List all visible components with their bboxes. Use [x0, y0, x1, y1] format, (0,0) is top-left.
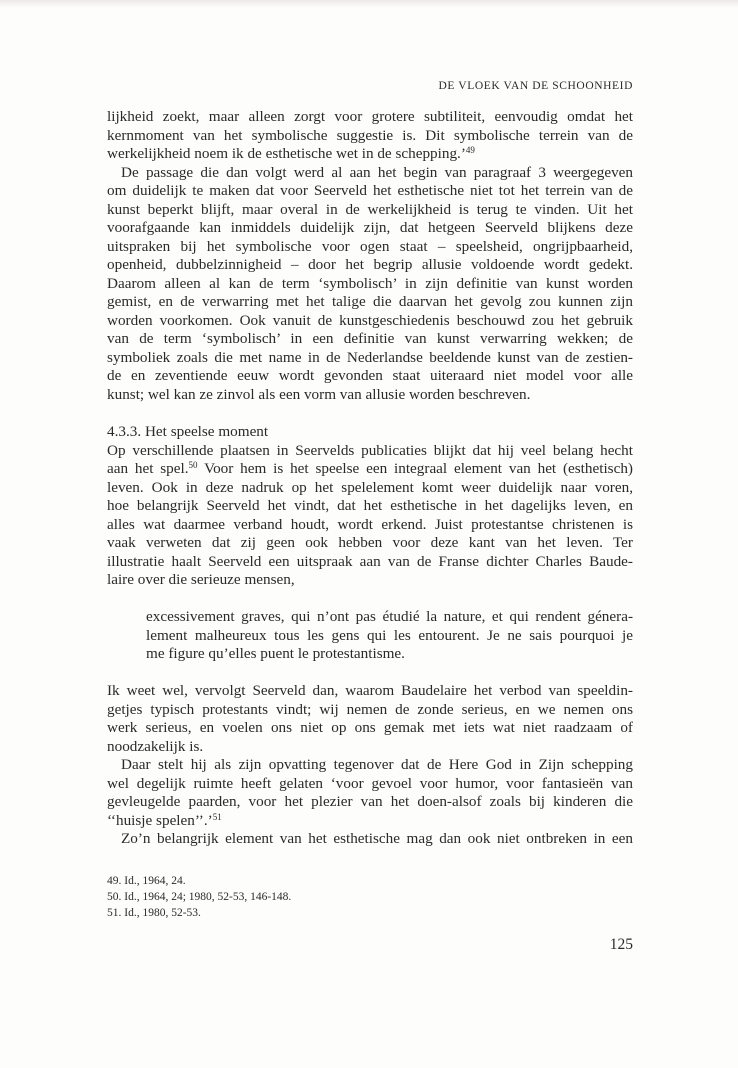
- text-line: [107, 330, 633, 349]
- line-text: openheid, dubbelzinnigheid – door het begrip allusie voldoende wordt gedekt.: [107, 256, 633, 273]
- line-text: Daar stelt hij als zijn opvatting tegenover dat de Here God in Zijn schepping: [121, 756, 633, 773]
- footnote-reference: 49: [465, 145, 475, 155]
- line-text: excessivement graves, qui n’ont pas étudié la nature, et qui rendent génera-: [146, 608, 633, 625]
- line-text: lement malheureux tous les gens qui les entourent. Je ne sais pourquoi je: [146, 626, 633, 644]
- line-text: kunst beperkt blijft, maar overal in de werkelijkheid is terug te vinden. Uit het: [107, 200, 633, 218]
- line-text: worden voorkomen. Ook vanuit de kunstgeschiedenis beschouwd zou het gebruik: [107, 311, 633, 329]
- text-line: [107, 738, 633, 757]
- line-text: voorafgaande kan inmiddels duidelijk zijn, dat hetgeen Seerveld blijkens deze: [107, 219, 633, 236]
- text-line: [107, 442, 633, 461]
- text-line: [107, 479, 633, 498]
- line-text: ‘‘huisje spelen’’.’: [107, 811, 213, 829]
- text-line: [107, 367, 633, 386]
- text-line: [107, 701, 633, 720]
- line-text: kunst; wel kan ze zinvol als een vorm van allusie worden beschreven.: [107, 385, 531, 403]
- line-text: Voor hem is het speelse een integraal element van het (esthetisch): [197, 460, 633, 477]
- text-line: [107, 386, 633, 405]
- line-text: Daarom alleen al kan de term ‘symbolisch’ in zijn definitie van kunst worden: [107, 274, 633, 292]
- line-text: illustratie haalt Seerveld een uitspraak aan van de Franse dichter Charles Baude-: [107, 552, 633, 570]
- text-line: [107, 182, 633, 201]
- line-text: Ik weet wel, vervolgt Seerveld dan, waarom Baudelaire het verbod van speeldin-: [107, 682, 633, 699]
- line-text: lijkheid zoekt, maar alleen zorgt voor grotere subtiliteit, eenvoudig omdat het: [107, 108, 633, 125]
- text-line: [107, 349, 633, 368]
- text-line: [107, 516, 633, 535]
- line-text: leven. Ook in deze nadruk op het spelelement komt weer duidelijk naar voren,: [107, 478, 633, 496]
- line-text: getjes typisch protestants vindt; wij nemen de zonde serieus, en we nemen ons: [107, 700, 633, 718]
- text-line: [107, 275, 633, 294]
- line-text: alles wat daarmee verband houdt, wordt erkend. Juist protestantse christenen is: [107, 515, 633, 533]
- footnote-reference: 51: [212, 811, 222, 822]
- text-line: [146, 627, 633, 646]
- text-line: [107, 145, 633, 164]
- line-text: gevleugelde paarden, voor het plezier van het doen-alsof zoals bij kinderen die: [107, 793, 633, 810]
- text-line: [107, 460, 633, 479]
- text-line: [107, 830, 633, 849]
- line-text: van de term ‘symbolisch’ in een definitie van kunst verwarring wekken; de: [107, 330, 633, 347]
- text-line: [107, 423, 633, 442]
- footnote-49: 49. Id., 1964, 24.: [107, 875, 186, 887]
- text-line: [107, 201, 633, 220]
- section-4-3-3: [107, 423, 633, 590]
- text-line: [107, 534, 633, 553]
- text-line: [107, 553, 633, 572]
- footnote-51: 51. Id., 1980, 52-53.: [107, 907, 201, 919]
- line-text: wel degelijk ruimte heeft gelaten ‘voor gevoel voor humor, voor fantasieën van: [107, 774, 633, 792]
- text-line: [107, 256, 633, 275]
- line-text: me figure qu’elles puent le protestantisme.: [146, 645, 405, 662]
- line-text: Op verschillende plaatsen in Seervelds publicaties blijkt dat hij veel belang hecht: [107, 441, 633, 459]
- line-text: Zo’n belangrijk element van het esthetische mag dan ook niet ontbreken in een: [121, 830, 633, 847]
- footnote-reference: 50: [188, 460, 198, 470]
- line-text: kernmoment van het symbolische suggestie is. Dit symbolische terrein van de: [107, 126, 633, 144]
- line-text: gemist, en de verwarring met het talige die daarvan het gevolg zou kunnen zijn: [107, 293, 633, 310]
- text-line: [107, 719, 633, 738]
- footnote-50: 50. Id., 1964, 24; 1980, 52-53, 146-148.: [107, 891, 292, 903]
- text-line: [107, 793, 633, 812]
- text-line: [107, 238, 633, 257]
- line-text: de en zeventiende eeuw wordt gevonden staat uiteraard niet model voor alle: [107, 367, 633, 384]
- text-line: [146, 608, 633, 627]
- text-line: [107, 164, 633, 183]
- text-line: [107, 497, 633, 516]
- page-number: 125: [609, 936, 633, 953]
- text-line: [107, 108, 633, 127]
- running-header: DE VLOEK VAN DE SCHOONHEID: [438, 80, 633, 92]
- text-line: [107, 812, 633, 831]
- line-text: 4.3.3. Het speelse moment: [107, 423, 269, 440]
- text-line: [107, 219, 633, 238]
- footnotes: [107, 873, 291, 921]
- text-line: [107, 682, 633, 701]
- text-line: [107, 756, 633, 775]
- text-line: [107, 312, 633, 331]
- text-line: [107, 293, 633, 312]
- line-text: noodzakelijk is.: [107, 737, 204, 755]
- line-text: uitspraken bij het symbolische voor ogen staat – speelsheid, ongrijpbaarheid,: [107, 237, 633, 255]
- line-text: aan het spel.: [107, 460, 189, 477]
- line-text: om duidelijk te maken dat voor Seerveld het esthetische niet tot het terrein van de: [107, 182, 633, 199]
- text-line: [107, 127, 633, 146]
- line-text: hoe belangrijk Seerveld het vindt, dat het esthetische in het dagelijks leven, en: [107, 497, 633, 514]
- line-text: werkelijkheid noem ik de esthetische wet in de schepping.’: [107, 145, 466, 162]
- line-text: laire over die serieuze mensen,: [107, 571, 295, 588]
- line-text: vaak verweten dat zij geen ook hebben voor deze kant van het leven. Ter: [107, 534, 633, 551]
- line-text: werk serieus, en voelen ons niet op ons gemak met iets wat niet raadzaam of: [107, 719, 633, 736]
- text-line: [107, 775, 633, 794]
- line-text: symboliek zoals die met name in de Nederlandse beeldende kunst van de zestien-: [107, 348, 633, 366]
- text-line: [107, 571, 633, 590]
- scan-edge: [0, 0, 738, 8]
- paragraph-block-2: [107, 682, 633, 849]
- paragraph-block-1: [107, 108, 633, 404]
- text-line: [146, 645, 633, 664]
- line-text: De passage die dan volgt werd al aan het begin van paragraaf 3 weergegeven: [121, 163, 633, 181]
- block-quote: [146, 608, 633, 664]
